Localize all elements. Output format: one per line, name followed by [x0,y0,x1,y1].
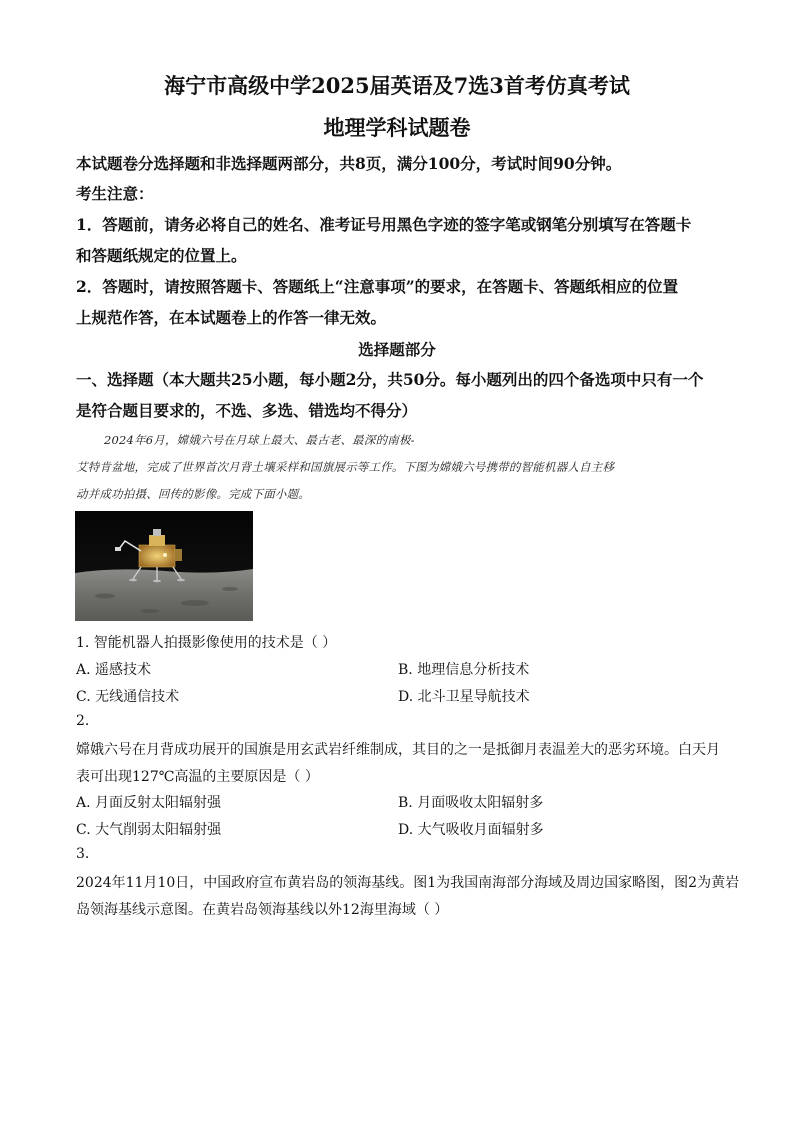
part1-instructions-line-1: 一、选择题（本大题共25小题，每小题2分，共50分。每小题列出的四个备选项中只有一个 [76,370,704,389]
section-heading: 选择题部分 [358,340,436,359]
notice-1-line-2: 和答题纸规定的位置上。 [76,246,247,265]
question-2-stem-line-1: 嫦娥六号在月背成功展开的国旗是用玄武岩纤维制成，其目的之一是抵御月表温差大的恶劣环境。白天月 [76,742,720,758]
stimulus-line-1: 2024年6月，嫦娥六号在月球上最大、最古老、最深的南极- [104,433,415,447]
notice-2-line-1: 2．答题时，请按照答题卡、答题纸上“注意事项”的要求，在答题卡、答题纸相应的位置 [76,277,679,296]
question-2-option-a[interactable]: A. 月面反射太阳辐射强 [76,795,222,811]
part1-instructions-line-2: 是符合题目要求的，不选、多选、错选均不得分） [76,401,418,420]
lunar-lander-photo [75,511,253,621]
question-3-stem-line-2: 岛领海基线示意图。在黄岩岛领海基线以外12海里海域（ ） [76,902,449,918]
question-3-stem-line-1: 2024年11月10日，中国政府宣布黄岩岛的领海基线。图1为我国南海部分海域及周边国家略图，图2为黄岩 [76,875,740,891]
exam-title: 海宁市高级中学2025届英语及7选3首考仿真考试 [164,73,630,98]
notice-heading: 考生注意： [76,184,154,203]
question-1-option-c[interactable]: C. 无线通信技术 [76,689,180,705]
question-2-option-c[interactable]: C. 大气削弱太阳辐射强 [76,822,222,838]
exam-summary: 本试题卷分选择题和非选择题两部分，共8页，满分100分，考试时间90分钟。 [76,154,622,173]
question-2-option-b[interactable]: B. 月面吸收太阳辐射多 [398,795,544,811]
notice-1-line-1: 1．答题前，请务必将自己的姓名、准考证号用黑色字迹的签字笔或钢笔分别填写在答题卡 [76,215,692,234]
notice-2-line-2: 上规范作答，在本试题卷上的作答一律无效。 [76,308,387,327]
question-1-option-d[interactable]: D. 北斗卫星导航技术 [398,689,530,705]
stimulus-line-3: 动并成功拍摄、回传的影像。完成下面小题。 [76,487,310,501]
question-1-option-b[interactable]: B. 地理信息分析技术 [398,662,530,678]
question-3-number: 3. [76,846,90,862]
question-2-option-d[interactable]: D. 大气吸收月面辐射多 [398,822,544,838]
stimulus-line-2: 艾特肯盆地，完成了世界首次月背土壤采样和国旗展示等工作。下图为嫦娥六号携带的智能机器人自主移 [76,460,615,474]
question-1-stem: 1. 智能机器人拍摄影像使用的技术是（ ） [76,635,337,651]
question-1-option-a[interactable]: A. 遥感技术 [76,662,152,678]
subject-title: 地理学科试题卷 [323,115,471,140]
question-2-stem-line-2: 表可出现127℃高温的主要原因是（ ） [76,769,319,785]
lunar-lander-illustration [75,511,253,621]
question-2-number: 2. [76,713,90,729]
